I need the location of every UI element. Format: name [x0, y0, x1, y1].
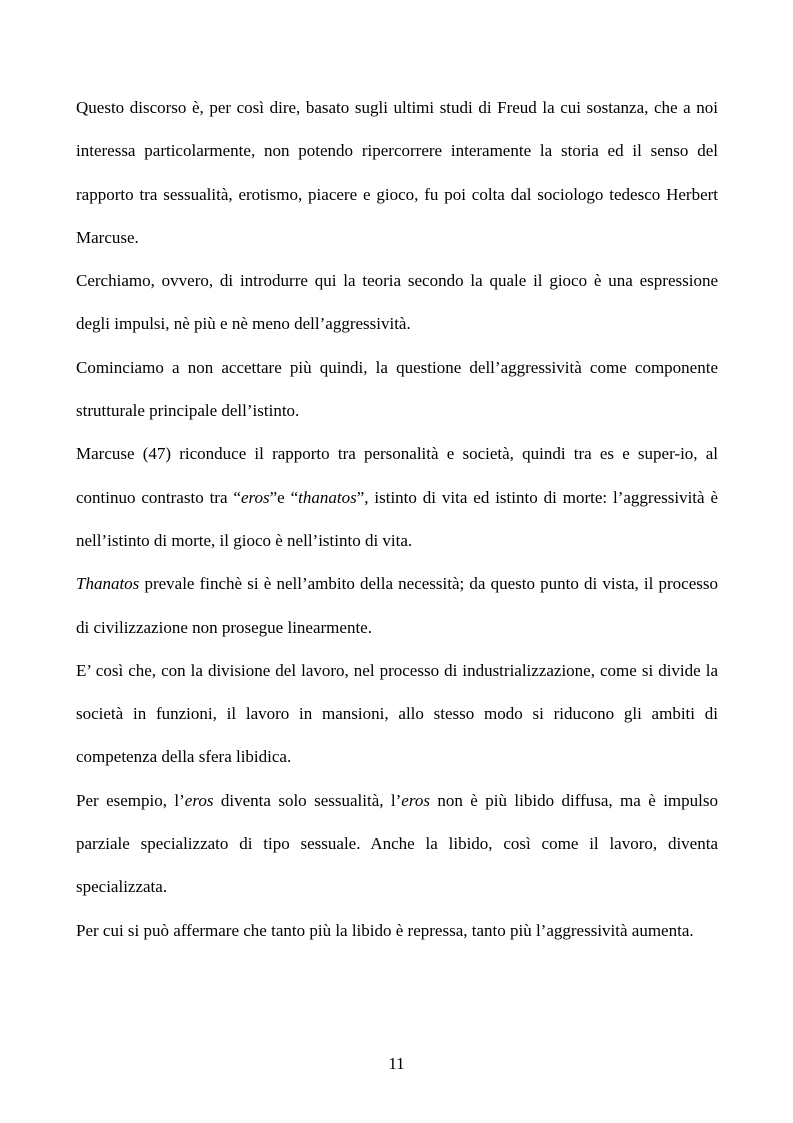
paragraph-eros-thanatos [76, 432, 718, 562]
italic-term-eros: eros [401, 790, 430, 810]
paragraph-text: ”, istinto di vita ed istinto di morte: l’aggressività è nell’istinto di morte, il gioco è nell’istinto di vita. [76, 487, 718, 550]
paragraph-text: prevale finchè si è nell’ambito della necessità; da questo punto di vista, il processo di civilizzazione non prosegue linearmente. [76, 574, 718, 637]
page-number: 11 [388, 1054, 405, 1073]
paragraph-conclusion [76, 909, 718, 952]
italic-term-thanatos: Thanatos [76, 574, 140, 594]
paragraph-freud-marcuse [76, 86, 718, 259]
paragraph-division-of-labour [76, 649, 718, 779]
document-page [76, 86, 718, 952]
italic-term-eros: eros [240, 487, 270, 507]
paragraph-text: non è più libido diffusa, ma è impulso parziale specializzato di tipo sessuale. Anche la libido, così come il lavoro, diventa specializzata. [76, 790, 718, 897]
paragraph-theory [76, 259, 718, 346]
paragraph-text: E’ così che, con la divisione del lavoro, nel processo di industrializzazione, come si divide la società in funzioni, il lavoro in mansioni, allo stesso modo si riducono gli ambiti di competenza della sfera libidica. [76, 660, 718, 767]
paragraph-text: ”e “ [269, 487, 299, 507]
paragraph-text: Per cui si può affermare che tanto più la libido è repressa, tanto più l’aggressività aumenta. [76, 920, 694, 940]
paragraph-eros-example [76, 779, 718, 909]
paragraph-thanatos [76, 562, 718, 649]
paragraph-text: Questo discorso è, per così dire, basato sugli ultimi studi di Freud la cui sostanza, che a noi interessa particolarmente, non potendo ripercorrere interamente la storia ed il senso del rapporto tra sessualità, erotismo, piacere e gioco, fu poi colta dal sociologo tedesco Herbert Marcuse. [76, 98, 718, 247]
paragraph-text: Cominciamo a non accettare più quindi, la questione dell’aggressività come componente strutturale principale dell’istinto. [76, 357, 718, 421]
paragraph-aggressivity [76, 346, 718, 433]
italic-term-thanatos: thanatos [298, 487, 357, 507]
paragraph-text: diventa solo sessualità, l’ [213, 790, 402, 810]
paragraph-text: Marcuse (47) riconduce il rapporto tra personalità e società, quindi tra es e super-io, al continuo contrasto tra “ [76, 444, 718, 507]
paragraph-text: Cerchiamo, ovvero, di introdurre qui la teoria secondo la quale il gioco è una espressione degli impulsi, nè più e nè meno dell’aggressività. [76, 271, 718, 334]
paragraph-text: Per esempio, l’ [76, 790, 185, 810]
italic-term-eros: eros [184, 790, 214, 810]
